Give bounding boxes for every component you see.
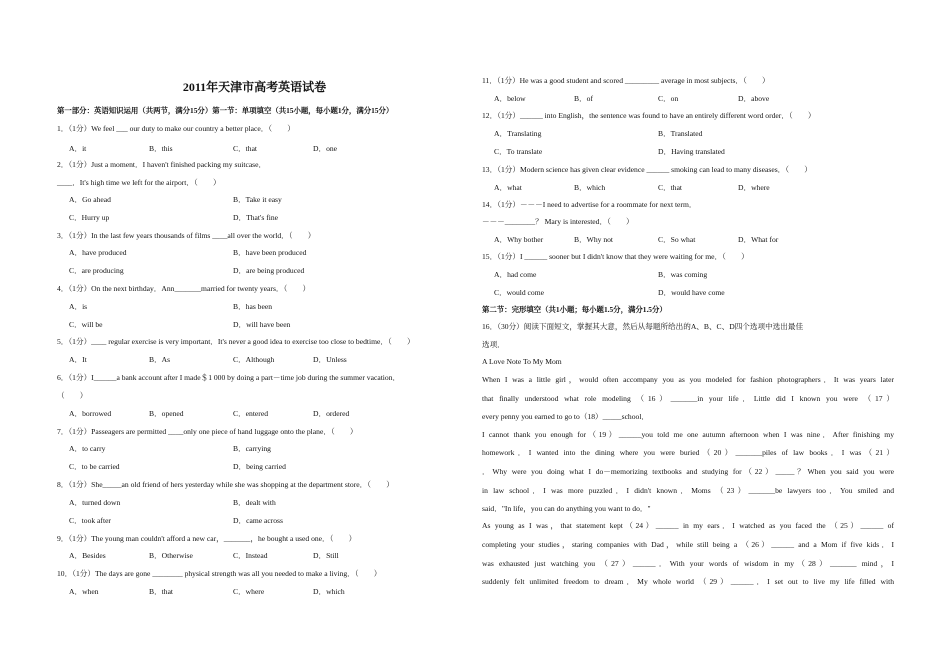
passage-line: suddenly felt unlimited freedom to dream．My whole world （29）______．I set out to live my life filled with	[482, 577, 894, 586]
question-stem: 5．（1分）____ regular exercise is very important．It's never a good idea to exercise too close to bedtime．（ ）	[57, 337, 415, 346]
answer-option: A．it	[69, 144, 87, 153]
answer-option: C．where	[233, 587, 265, 596]
answer-option: B．carrying	[233, 444, 271, 453]
answer-option: B．that	[149, 587, 174, 596]
passage-line: that finally understood what role modeling （16）_______in your life．Little did I known you were （17）	[482, 394, 894, 403]
answer-option: D．Having translated	[658, 147, 725, 156]
answer-option: D．one	[313, 144, 338, 153]
passage-line: every penny you earned to go to（18）_____school．	[482, 412, 650, 421]
page-title: 2011年天津市高考英语试卷	[182, 80, 327, 94]
answer-option: A．Besides	[69, 551, 106, 560]
answer-option: A．borrowed	[69, 409, 112, 418]
answer-option: A．had come	[494, 270, 537, 279]
answer-option: B．Translated	[658, 129, 703, 138]
answer-option: A．Why bother	[494, 235, 544, 244]
answer-option: B．Otherwise	[149, 551, 193, 560]
answer-option: D．That's fine	[233, 213, 279, 222]
answer-option: C．will be	[69, 320, 103, 329]
question-stem: 12．（1分）______ into English，the sentence was found to have an entirely different word order．（ ）	[482, 111, 816, 120]
passage-line: in law school．I was more puzzled．I didn't known．Moms （23）_______be lawyers too．You smiled and	[482, 486, 894, 495]
question-stem: 8．（1分）She_____an old friend of hers yesterday while she was shopping at the department store．（ ）	[57, 480, 394, 489]
answer-option: A．have produced	[69, 248, 127, 257]
answer-option: D．above	[738, 94, 770, 103]
answer-option: D．where	[738, 183, 770, 192]
answer-option: C．Although	[233, 355, 275, 364]
answer-option: D．came across	[233, 516, 283, 525]
question-stem: 14．（1分）－－－I need to advertise for a roommate for next term．	[482, 200, 697, 209]
passage-line: was exhausted just watching you （27）______．With your words of wisdom in my（28）_______ mind，I	[482, 559, 894, 568]
q16-intro-line: 16．（30分）阅读下面短文，掌握其大意，然后从每题所给出的A、B、C、D四个选项中选出最佳	[482, 322, 804, 331]
passage-line: As young as I was，that statement kept（24）______ in my ears．I watched as you faced the （25）______ of	[482, 521, 894, 530]
answer-option: D．will have been	[233, 320, 291, 329]
answer-option: B．this	[149, 144, 173, 153]
answer-option: D．would have come	[658, 288, 725, 297]
question-stem: 2．（1分）Just a moment．I haven't finished packing my suitcase．	[57, 160, 267, 169]
question-stem: ____．It's high time we left for the airport．（ ）	[57, 178, 221, 187]
answer-option: B．Why not	[574, 235, 614, 244]
answer-option: D．ordered	[313, 409, 350, 418]
question-stem: 7．（1分）Passeagers are permitted ____only one piece of hand luggage onto the plane．（ ）	[57, 427, 358, 436]
answer-option: B．has been	[233, 302, 273, 311]
passage-line: When I was a little girl，would often accompany you as you modeled for fashion photographers．It was years later	[482, 375, 894, 384]
answer-option: C．on	[658, 94, 679, 103]
answer-option: D．are being produced	[233, 266, 305, 275]
question-stem: 15．（1分）I ______ sooner but I didn't know that they were waiting for me．（ ）	[482, 252, 749, 261]
answer-option: C．Hurry up	[69, 213, 110, 222]
part2-header: 第二节：完形填空（共1小题；每小题1.5分，满分1.5分）	[482, 305, 667, 314]
answer-option: B．was coming	[658, 270, 708, 279]
question-stem: 6．（1分）I______a bank account after I made＄1 000 by doing a part－time job during the summer vacation．	[57, 373, 401, 382]
answer-option: D．What for	[738, 235, 779, 244]
answer-option: A．is	[69, 302, 88, 311]
question-stem: 1．（1分）We feel ___ our duty to make our country a better place．（ ）	[57, 124, 295, 133]
passage-line: I cannot thank you enough for（19）______you told me one autumn afternoon when I was nine．After finishing my	[482, 430, 894, 439]
question-stem: 13．（1分）Modern science has given clear evidence ______ smoking can lead to many diseases．（ ）	[482, 165, 812, 174]
question-stem: 9．（1分）The young man couldn't afford a new car，_______，he bought a used one．（ ）	[57, 534, 357, 543]
answer-option: D．which	[313, 587, 345, 596]
answer-option: C．took after	[69, 516, 111, 525]
answer-option: A．to carry	[69, 444, 106, 453]
passage-line: said．"In life，you can do anything you want to do．"	[482, 504, 651, 513]
question-stem: 3．（1分）In the last few years thousands of films ____all over the world．（ ）	[57, 231, 316, 240]
answer-option: A．what	[494, 183, 522, 192]
question-stem: 10．（1分）The days are gone ________ physical strength was all you needed to make a living．（ ）	[57, 569, 382, 578]
answer-option: A．turned down	[69, 498, 121, 507]
answer-option: C．Instead	[233, 551, 268, 560]
answer-option: C．entered	[233, 409, 269, 418]
answer-option: C．that	[233, 144, 258, 153]
answer-option: A．Translating	[494, 129, 542, 138]
question-stem: （ ）	[57, 391, 88, 400]
passage-title: A Love Note To My Mom	[482, 357, 562, 366]
answer-option: A．below	[494, 94, 526, 103]
answer-option: D．Unless	[313, 355, 347, 364]
answer-option: B．dealt with	[233, 498, 276, 507]
answer-option: A．It	[69, 355, 87, 364]
passage-line: ．Why were you doing what I do－memorizing textbooks and studying for（22）_____？When you said you were	[482, 467, 894, 476]
passage-line: homework．I wanted into the dining where you were buried（20）_______piles of law books．I was（21）	[482, 448, 894, 457]
answer-option: B．As	[149, 355, 171, 364]
question-stem: －－－________？ Mary is interested．（ ）	[482, 217, 634, 226]
answer-option: A．when	[69, 587, 99, 596]
answer-option: D．being carried	[233, 462, 286, 471]
answer-option: A．Go ahead	[69, 195, 111, 204]
answer-option: C．are producing	[69, 266, 124, 275]
answer-option: B．opened	[149, 409, 184, 418]
question-stem: 4．（1分）On the next birthday．Ann_______married for twenty years．（ ）	[57, 284, 311, 293]
answer-option: B．which	[574, 183, 606, 192]
answer-option: B．Take it easy	[233, 195, 282, 204]
answer-option: C．to be carried	[69, 462, 120, 471]
answer-option: B．of	[574, 94, 593, 103]
answer-option: B．have been produced	[233, 248, 307, 257]
question-stem: 11．（1分）He was a good student and scored _________ average in most subjects．（ ）	[482, 76, 770, 85]
answer-option: C．would come	[494, 288, 544, 297]
passage-line: completing your studies，staring companies with Dad，while still being a （26）______ and a Mom if five kids．I	[482, 540, 894, 549]
q16-intro-line: 选项．	[482, 340, 505, 349]
answer-option: C．To translate	[494, 147, 543, 156]
part1-header: 第一部分：英语知识运用（共两节，满分15分）第一节：单项填空（共15小题，每小题1分，满分15分）	[57, 106, 394, 115]
answer-option: C．that	[658, 183, 683, 192]
answer-option: D．Still	[313, 551, 339, 560]
answer-option: C．So what	[658, 235, 696, 244]
